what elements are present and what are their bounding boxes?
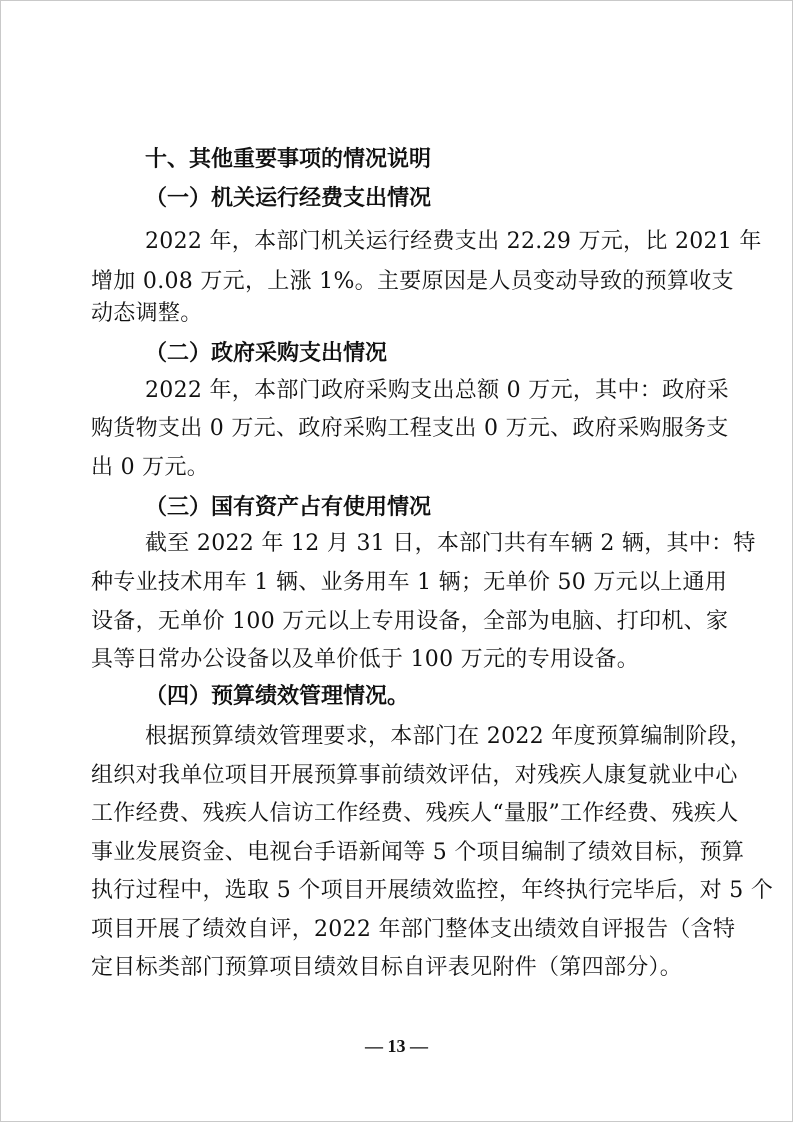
- section-2-line-3: 出 0 万元。: [91, 455, 210, 480]
- section-4-heading: （四）预算绩效管理情况。: [145, 684, 410, 709]
- section-3-line-2: 种专业技术用车 1 辆、业务用车 1 辆；无单价 50 万元以上通用: [91, 570, 728, 595]
- section-2-line-1: 2022 年，本部门政府采购支出总额 0 万元，其中：政府采: [145, 378, 729, 403]
- section-4-line-6: 项目开展了绩效自评，2022 年部门整体支出绩效自评报告（含特: [91, 917, 736, 942]
- page-number: — 13 —: [365, 1036, 428, 1056]
- section-4-line-2: 组织对我单位项目开展预算事前绩效评估，对残疾人康复就业中心: [91, 763, 738, 788]
- section-3-heading: （三）国有资产占有使用情况: [145, 495, 432, 520]
- section-4-line-1: 根据预算绩效管理要求，本部门在 2022 年度预算编制阶段，: [145, 724, 752, 749]
- section-3-line-3: 设备，无单价 100 万元以上专用设备，全部为电脑、打印机、家: [91, 609, 729, 634]
- section-1-heading: （一）机关运行经费支出情况: [145, 186, 432, 211]
- section-3-line-1: 截至 2022 年 12 月 31 日，本部门共有车辆 2 辆，其中：特: [145, 531, 756, 556]
- section-1-line-1: 2022 年，本部门机关运行经费支出 22.29 万元，比 2021 年: [145, 229, 762, 254]
- section-1-line-3: 动态调整。: [91, 301, 203, 326]
- section-2-heading: （二）政府采购支出情况: [145, 341, 388, 366]
- section-4-line-4: 事业发展资金、电视台手语新闻等 5 个项目编制了绩效目标，预算: [91, 840, 745, 865]
- section-4-line-3: 工作经费、残疾人信访工作经费、残疾人“量服”工作经费、残疾人: [91, 801, 739, 826]
- section-2-line-2: 购货物支出 0 万元、政府采购工程支出 0 万元、政府采购服务支: [91, 416, 729, 441]
- section-1-line-2: 增加 0.08 万元，上涨 1%。主要原因是人员变动导致的预算收支: [91, 269, 734, 294]
- section-3-line-4: 具等日常办公设备以及单价低于 100 万元的专用设备。: [91, 647, 640, 672]
- section-4-line-7: 定目标类部门预算项目绩效目标自评表见附件（第四部分）。: [91, 955, 683, 980]
- section-4-line-5: 执行过程中，选取 5 个项目开展绩效监控，年终执行完毕后，对 5 个: [91, 878, 774, 903]
- main-heading: 十、其他重要事项的情况说明: [145, 147, 432, 172]
